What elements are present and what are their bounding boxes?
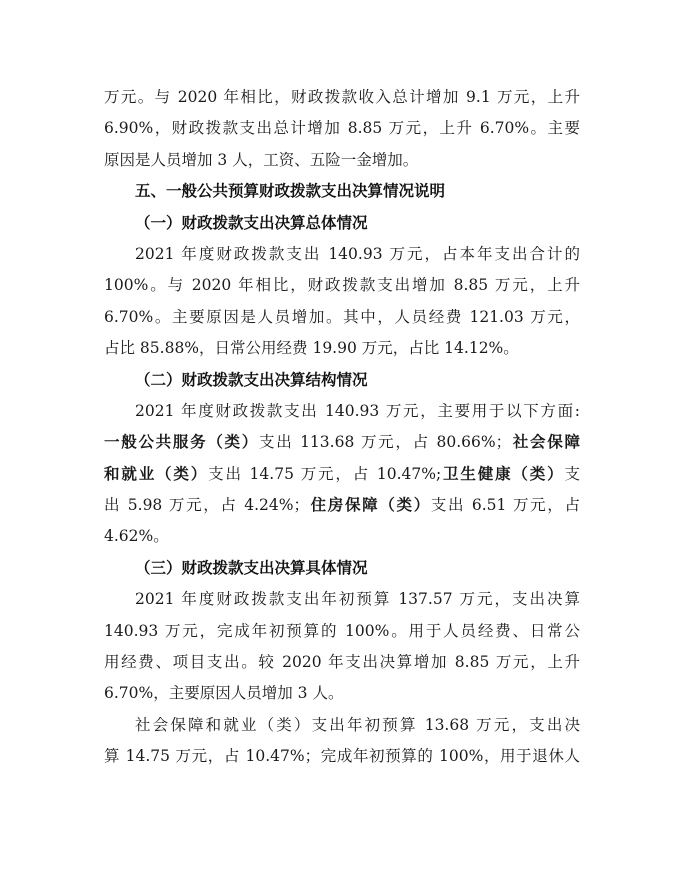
- subsection-title-3: （三）财政拨款支出决算具体情况: [135, 558, 368, 577]
- body-line: 6.90%，财政拨款支出总计增加 8.85 万元，上升 6.70%。主要: [104, 119, 580, 138]
- body-line: 100%。与 2020 年相比，财政拨款支出增加 8.85 万元，上升: [104, 276, 580, 295]
- subsection-title-1: （一）财政拨款支出决算总体情况: [135, 213, 368, 232]
- category-label: 一般公共服务（类）: [104, 433, 259, 452]
- body-line: 140.93 万元，完成年初预算的 100%。用于人员经费、日常公: [104, 621, 580, 640]
- body-line: 6.70%。主要原因是人员增加。其中，人员经费 121.03 万元，: [104, 307, 580, 326]
- category-label: 卫生健康（类）: [441, 464, 565, 483]
- category-amount: 出 5.98 万元，占 4.24%；: [104, 496, 309, 515]
- category-amount: 支出 14.75 万元，占 10.47%;: [208, 464, 442, 483]
- body-line: [104, 459, 580, 490]
- body-line: 万元。与 2020 年相比，财政拨款收入总计增加 9.1 万元，上升: [104, 88, 580, 106]
- category-amount: 支出 6.51 万元，占: [430, 496, 580, 515]
- body-line: 占比 85.88%，日常公用经费 19.90 万元，占比 14.12%。: [104, 339, 519, 358]
- body-line: 社会保障和就业（类）支出年初预算 13.68 万元，支出决: [135, 715, 580, 734]
- body-line: 2021 年度财政拨款支出 140.93 万元，主要用于以下方面:: [135, 401, 580, 420]
- body-line: 算 14.75 万元，占 10.47%；完成年初预算的 100%，用于退休人: [104, 747, 580, 766]
- document-body: [104, 82, 580, 773]
- body-line: [104, 490, 580, 521]
- body-line: 用经费、项目支出。较 2020 年支出决算增加 8.85 万元，上升: [104, 653, 580, 672]
- category-amount: 支: [564, 464, 580, 483]
- body-line: 4.62%。: [104, 527, 169, 546]
- body-line: 2021 年度财政拨款支出年初预算 137.57 万元，支出决算: [135, 590, 580, 609]
- body-line: 2021 年度财政拨款支出 140.93 万元，占本年支出合计的: [135, 244, 580, 263]
- category-label: 住房保障（类）: [308, 496, 431, 515]
- body-line: [104, 427, 580, 458]
- subsection-title-2: （二）财政拨款支出决算结构情况: [135, 370, 368, 389]
- section-title: 五、一般公共预算财政拨款支出决算情况说明: [135, 182, 446, 201]
- body-line: 原因是人员增加 3 人，工资、五险一金增加。: [104, 150, 419, 169]
- category-label: 社会保障: [511, 433, 580, 452]
- category-amount: 支出 113.68 万元，占 80.66%；: [258, 433, 512, 452]
- body-line: 6.70%，主要原因人员增加 3 人。: [104, 684, 344, 703]
- category-label: 和就业（类）: [104, 464, 209, 483]
